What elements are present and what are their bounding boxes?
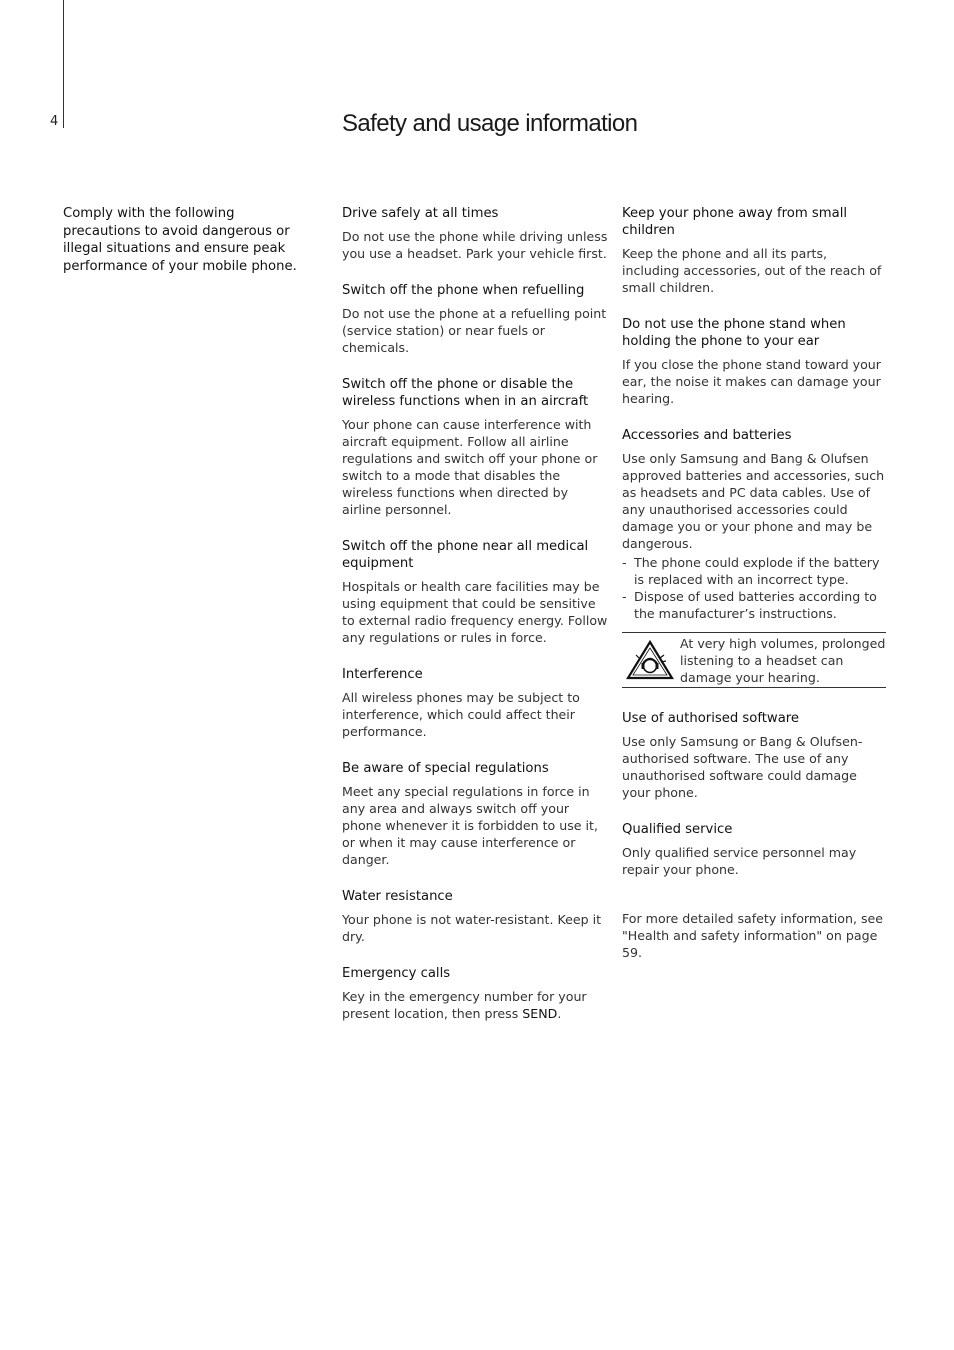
section-body: Do not use the phone at a refuelling point (service station) or near fuels or chemicals. <box>342 306 607 355</box>
section-water-resistance <box>342 888 608 945</box>
section-body: Use only Samsung and Bang & Olufsen approved batteries and accessories, such as headsets and PC data cables. Use of any unauthorised accessories could damage you or your phone and may be dangerous. <box>622 451 885 551</box>
middle-column <box>342 205 608 1042</box>
section-body: Your phone is not water-resistant. Keep it dry. <box>342 912 602 944</box>
bullet-marker: - <box>622 589 627 604</box>
section-body: Use only Samsung or Bang & Olufsen-authorised software. The use of any unauthorised software could damage your phone. <box>622 734 863 800</box>
section-heading: Use of authorised software <box>622 711 800 726</box>
battery-bullet-list <box>622 554 886 622</box>
section-heading: Water resistance <box>342 889 453 904</box>
section-body: Only qualified service personnel may repair your phone. <box>622 845 857 877</box>
bullet-text: The phone could explode if the battery is replaced with an incorrect type. <box>634 555 880 587</box>
section-medical-equipment <box>342 538 608 646</box>
section-body: Keep the phone and all its parts, including accessories, out of the reach of small children. <box>622 246 882 295</box>
section-heading: Accessories and batteries <box>622 428 792 443</box>
section-body <box>342 988 608 1022</box>
section-heading: Interference <box>342 667 423 682</box>
section-interference <box>342 666 608 740</box>
bullet-item <box>622 554 886 588</box>
section-heading: Do not use the phone stand when holding the phone to your ear <box>622 317 846 349</box>
section-special-regulations <box>342 760 608 868</box>
section-authorised-software <box>622 710 886 801</box>
section-small-children <box>622 205 886 296</box>
page-number: 4 <box>50 114 59 129</box>
section-heading: Emergency calls <box>342 966 451 981</box>
section-accessories-batteries <box>622 427 886 622</box>
section-heading: Switch off the phone or disable the wireless functions when in an aircraft <box>342 377 589 409</box>
hearing-warning-box <box>622 632 886 688</box>
section-body: Meet any special regulations in force in any area and always switch off your phone whenever it is forbidden to use it, or when it may cause interference or danger. <box>342 784 598 867</box>
bullet-item <box>622 588 886 622</box>
section-heading: Drive safely at all times <box>342 206 499 221</box>
page-title: Safety and usage information <box>342 110 638 137</box>
section-body: If you close the phone stand toward your ear, the noise it makes can damage your hearing. <box>622 357 881 406</box>
section-heading: Switch off the phone near all medical equipment <box>342 539 589 571</box>
section-emergency-calls <box>342 965 608 1022</box>
section-drive-safely <box>342 205 608 262</box>
section-body: Hospitals or health care facilities may be using equipment that could be sensitive to external radio frequency energy. Follow any regulations or rules in force. <box>342 579 608 645</box>
right-column <box>622 205 886 974</box>
section-heading: Switch off the phone when refuelling <box>342 283 585 298</box>
intro-text: Comply with the following precautions to avoid dangerous or illegal situations and ensure peak performance of your mobile phone. <box>63 206 297 274</box>
hearing-warning-icon <box>626 640 674 680</box>
footnote: For more detailed safety information, see "Health and safety information" on page 59. <box>622 911 884 960</box>
intro-column <box>63 205 315 275</box>
warning-text: At very high volumes, prolonged listening to a headset can damage your hearing. <box>680 635 886 685</box>
section-body: Your phone can cause interference with aircraft equipment. Follow all airline regulations and switch off your phone or switch to a mode that disables the wireless functions when directed by airline personnel. <box>342 417 598 517</box>
send-key-label: SEND <box>522 1006 558 1021</box>
bullet-marker: - <box>622 555 627 570</box>
section-heading: Qualified service <box>622 822 733 837</box>
section-heading: Keep your phone away from small children <box>622 206 848 238</box>
emergency-text: Key in the emergency number for your present location, then press <box>342 989 587 1021</box>
section-body: Do not use the phone while driving unless you use a headset. Park your vehicle first. <box>342 229 608 261</box>
section-refuelling <box>342 282 608 356</box>
emergency-text-end: . <box>557 1006 562 1021</box>
section-aircraft <box>342 376 608 518</box>
section-body: All wireless phones may be subject to interference, which could affect their performance. <box>342 690 580 739</box>
section-heading: Be aware of special regulations <box>342 761 549 776</box>
bullet-text: Dispose of used batteries according to the manufacturer’s instructions. <box>634 589 877 621</box>
section-phone-stand <box>622 316 886 407</box>
section-qualified-service <box>622 821 886 878</box>
margin-rule <box>63 0 64 128</box>
